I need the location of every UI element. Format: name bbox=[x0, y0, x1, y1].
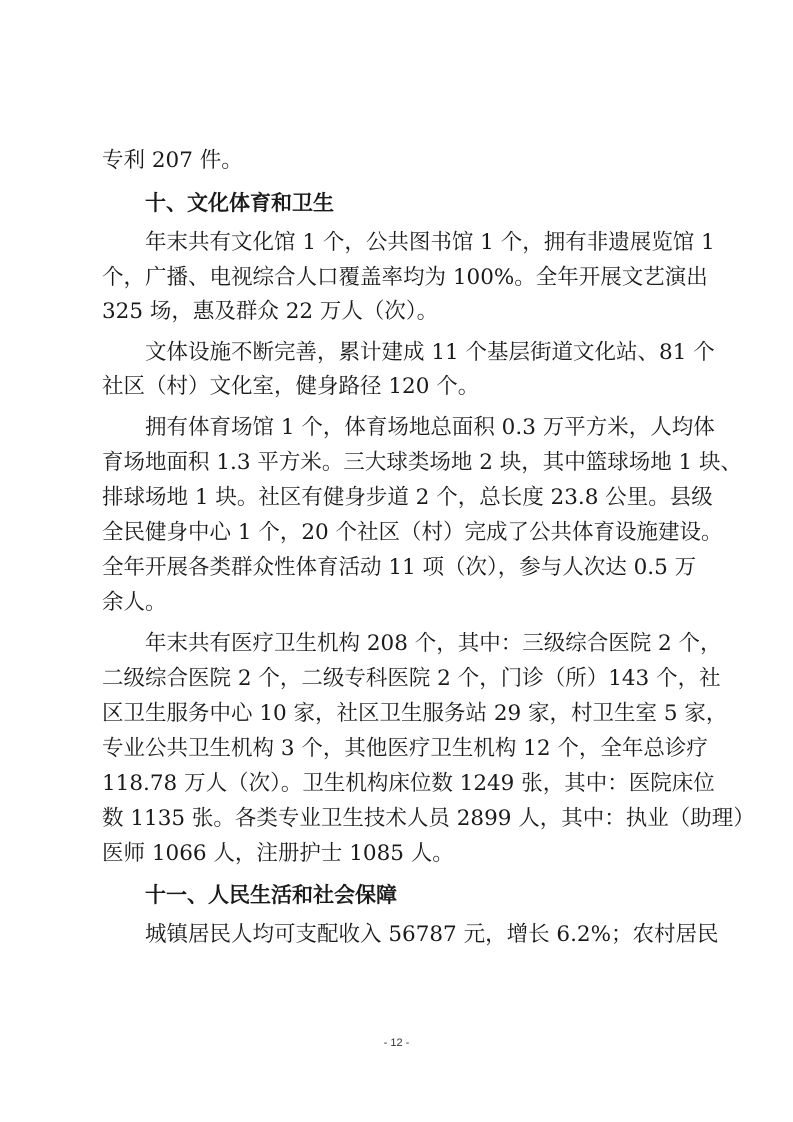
paragraph-line: 专利 207 件。 bbox=[102, 148, 243, 173]
paragraph-line: 社区（村）文化室，健身路径 120 个。 bbox=[102, 374, 480, 399]
section-heading-culture-sports-health: 十、文化体育和卫生 bbox=[145, 191, 334, 215]
paragraph-line: 育场地面积 1.3 平方米。三大球类场地 2 块，其中篮球场地 1 块、 bbox=[102, 450, 743, 475]
paragraph-line: 余人。 bbox=[102, 590, 167, 615]
paragraph-line: 数 1135 张。各类专业卫生技术人员 2899 人，其中：执业（助理） bbox=[102, 806, 755, 831]
paragraph-line: 区卫生服务中心 10 家，社区卫生服务站 29 家，村卫生室 5 家， bbox=[102, 701, 728, 726]
page-number: - 12 - bbox=[383, 1037, 410, 1049]
paragraph-line: 全年开展各类群众性体育活动 11 项（次），参与人次达 0.5 万 bbox=[102, 555, 697, 580]
paragraph-line: 拥有体育场馆 1 个，体育场地总面积 0.3 万平方米，人均体 bbox=[145, 415, 715, 440]
paragraph-line: 二级综合医院 2 个，二级专科医院 2 个，门诊（所）143 个，社 bbox=[102, 666, 721, 691]
paragraph-line: 个，广播、电视综合人口覆盖率均为 100%。全年开展文艺演出 bbox=[102, 265, 708, 290]
paragraph-line: 排球场地 1 块。社区有健身步道 2 个，总长度 23.8 公里。县级 bbox=[102, 485, 713, 510]
paragraph-line: 年末共有医疗卫生机构 208 个，其中：三级综合医院 2 个， bbox=[145, 631, 722, 656]
paragraph-line: 325 场，惠及群众 22 万人（次）。 bbox=[102, 299, 439, 324]
paragraph-line: 118.78 万人（次）。卫生机构床位数 1249 张，其中：医院床位 bbox=[102, 771, 715, 796]
paragraph-line: 全民健身中心 1 个，20 个社区（村）完成了公共体育设施建设。 bbox=[102, 520, 723, 545]
paragraph-line: 文体设施不断完善，累计建成 11 个基层街道文化站、81 个 bbox=[145, 340, 715, 365]
section-heading-livelihood-social-security: 十一、人民生活和社会保障 bbox=[145, 883, 397, 907]
paragraph-line: 医师 1066 人，注册护士 1085 人。 bbox=[102, 841, 454, 866]
paragraph-line: 年末共有文化馆 1 个，公共图书馆 1 个，拥有非遗展览馆 1 bbox=[145, 230, 715, 255]
paragraph-line: 专业公共卫生机构 3 个，其他医疗卫生机构 12 个，全年总诊疗 bbox=[102, 736, 708, 761]
paragraph-line: 城镇居民人均可支配收入 56787 元，增长 6.2%；农村居民 bbox=[145, 922, 719, 947]
